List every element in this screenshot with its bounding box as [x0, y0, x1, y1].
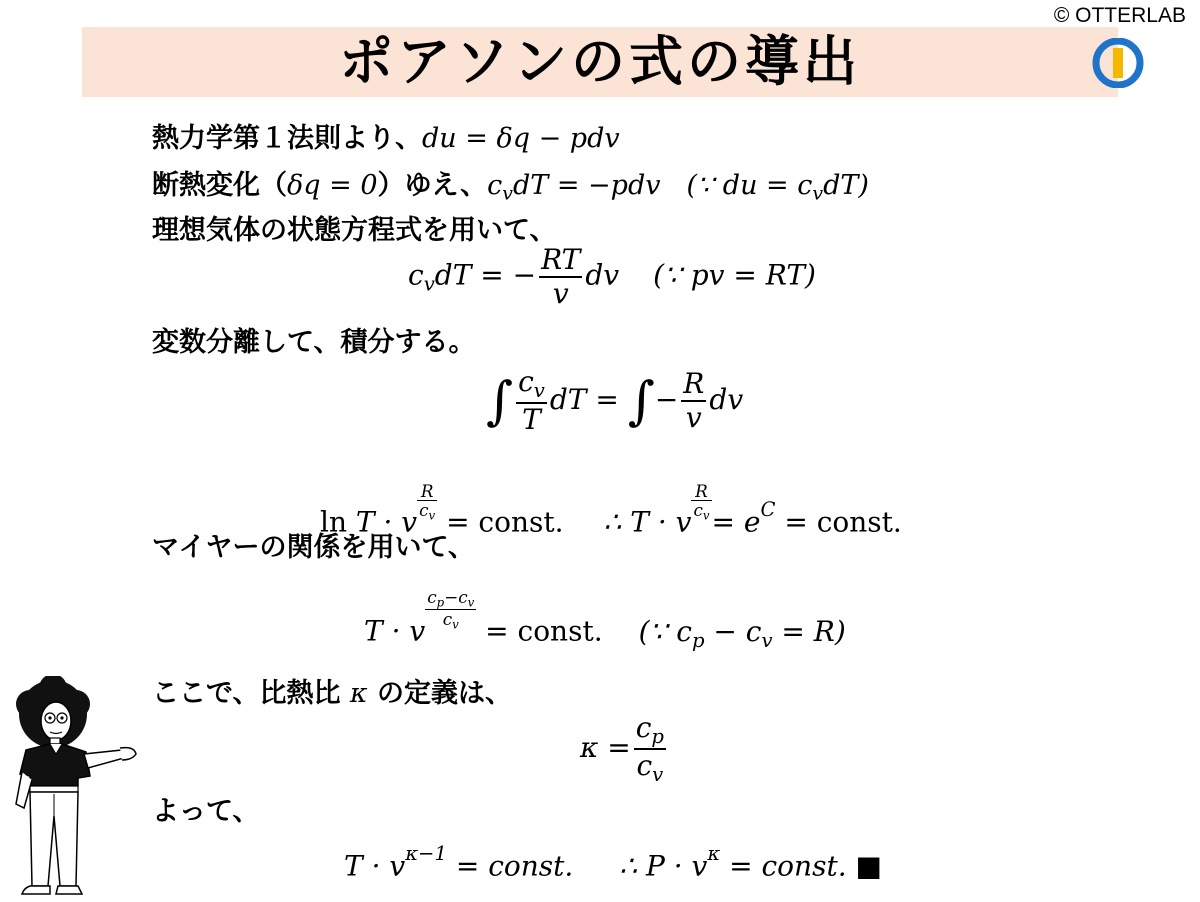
otterlab-logo-icon	[1092, 38, 1144, 92]
adiabatic-text-2: ）ゆえ、	[377, 170, 488, 201]
eq2-frac2-den: v	[685, 401, 702, 435]
adiabatic-condition: δq = 0	[287, 170, 378, 201]
eq4-exp-den-sub: v	[452, 617, 459, 632]
because-a: (∵ du = c	[686, 170, 813, 201]
eq4-because-sub2: v	[761, 628, 773, 652]
eq5-lhs: κ =	[580, 730, 631, 764]
eq2-mid: dT =	[549, 382, 619, 416]
first-law-text: 熱力学第１法則より、	[152, 123, 422, 154]
eq1-c-sub: v	[423, 272, 435, 296]
ideal-gas-text: 理想気体の状態方程式を用いて、	[152, 215, 557, 246]
eq3-exponent-1	[417, 482, 437, 523]
eq1-because: (∵ pv = RT)	[653, 258, 816, 292]
eq2-den: T	[522, 403, 541, 437]
eq5-num-sub: p	[651, 724, 664, 748]
eq4-exp-num-b-sub: v	[467, 595, 475, 610]
eq4-because-b: − c	[704, 614, 762, 648]
eq1-lhs: dT = −	[434, 258, 537, 292]
kappa-symbol: κ	[349, 678, 368, 709]
page-title: ポアソンの式の導出	[339, 30, 861, 93]
eq4-because-c: = R)	[772, 614, 846, 648]
cv-c: c	[487, 170, 503, 201]
equation-2	[486, 366, 743, 437]
eq4-exp-num-mid: −c	[444, 587, 468, 607]
eq6-end-mark: ■	[855, 849, 882, 883]
mayer-text: マイヤーの関係を用いて、	[152, 532, 475, 563]
eq4-because-a: (∵ c	[638, 614, 692, 648]
adiabatic-because	[686, 170, 869, 205]
adiabatic-rhs: dT = −pdv	[512, 170, 661, 201]
eq4-exponent	[425, 588, 476, 632]
eq2-integral-1: ∫	[486, 371, 514, 432]
equation-4	[364, 588, 846, 658]
eq3-const-1: = const.	[446, 505, 564, 539]
eq3-ln: ln	[320, 505, 347, 539]
eq4-because	[638, 614, 846, 652]
eq4-const: = const.	[485, 614, 603, 648]
eq4-exp-num-a: c	[427, 587, 437, 607]
eq2-num-c: c	[518, 365, 534, 398]
eq2-integral-2: ∫	[627, 371, 655, 432]
eq2-fraction-1	[516, 366, 547, 437]
eq1-fraction	[539, 244, 582, 310]
eq2-frac2-num: R	[681, 368, 706, 402]
eq4-because-sub1: p	[691, 628, 705, 652]
eq1-tail: dv	[585, 258, 620, 292]
eq3-e-sup: C	[760, 497, 776, 521]
person-illustration-icon	[8, 676, 142, 902]
eq5-fraction	[634, 712, 666, 787]
first-law-equation: du = δq − pdv	[422, 123, 620, 154]
eq3-exp2-num: R	[691, 482, 711, 501]
eq6-sup2: κ	[707, 842, 721, 865]
first-law-line	[152, 121, 620, 157]
eq6-part2: ∴ P · v	[619, 849, 708, 883]
copyright-label: © OTTERLAB	[1053, 4, 1186, 27]
eq3-therefore: ∴ T · v	[603, 505, 692, 539]
eq3-exp2-den-c: c	[693, 500, 703, 521]
eq4-exp-den-c: c	[442, 609, 453, 630]
equation-1	[408, 244, 816, 310]
eq5-num-c: c	[635, 711, 652, 744]
eq2-fraction-2	[681, 368, 706, 434]
because-b: dT)	[823, 170, 869, 201]
adiabatic-text-1: 断熱変化（	[152, 170, 287, 201]
therefore-line	[152, 794, 259, 830]
equation-5	[580, 712, 669, 787]
separation-line	[152, 325, 475, 361]
kappa-line	[152, 676, 512, 712]
because-sub: v	[812, 182, 824, 205]
eq3-part1: T · v	[355, 505, 418, 539]
eq3-const-2: = const.	[784, 505, 902, 539]
separation-text: 変数分離して、積分する。	[152, 327, 476, 358]
equation-6	[344, 836, 882, 885]
adiabatic-line	[152, 168, 869, 212]
cv-sub: v	[502, 182, 513, 205]
eq5-den-sub: v	[652, 763, 664, 787]
adiabatic-equation	[487, 170, 661, 205]
eq6-sup1: κ−1	[405, 842, 447, 865]
eq2-tail: dv	[709, 382, 744, 416]
eq1-frac-num: RT	[539, 244, 582, 278]
eq3-e: = e	[711, 505, 761, 539]
kappa-text-2: の定義は、	[377, 678, 512, 709]
therefore-text: よって、	[152, 796, 260, 827]
eq6-tail1: = const.	[446, 849, 574, 883]
eq3-exp-den-sub: v	[428, 508, 436, 523]
eq3-exp-den-c: c	[419, 500, 429, 521]
eq2-num-sub: v	[533, 378, 545, 402]
title-bar	[82, 27, 1118, 97]
mayer-line	[152, 530, 475, 566]
eq4-exp-num-a-sub: p	[436, 595, 445, 610]
kappa-text-1: ここで、比熱比	[152, 678, 341, 709]
eq3-exponent-2	[691, 482, 711, 523]
eq3-exp2-den-sub: v	[702, 508, 710, 523]
eq2-minus: −	[654, 382, 679, 416]
eq1-frac-den: v	[552, 277, 569, 311]
eq1-c: c	[408, 258, 424, 292]
eq4-part: T · v	[364, 614, 426, 648]
eq5-den-c: c	[636, 749, 653, 783]
eq6-part1: T · v	[344, 849, 406, 883]
eq3-exp-num: R	[417, 482, 437, 501]
eq6-tail2: = const.	[720, 849, 847, 883]
